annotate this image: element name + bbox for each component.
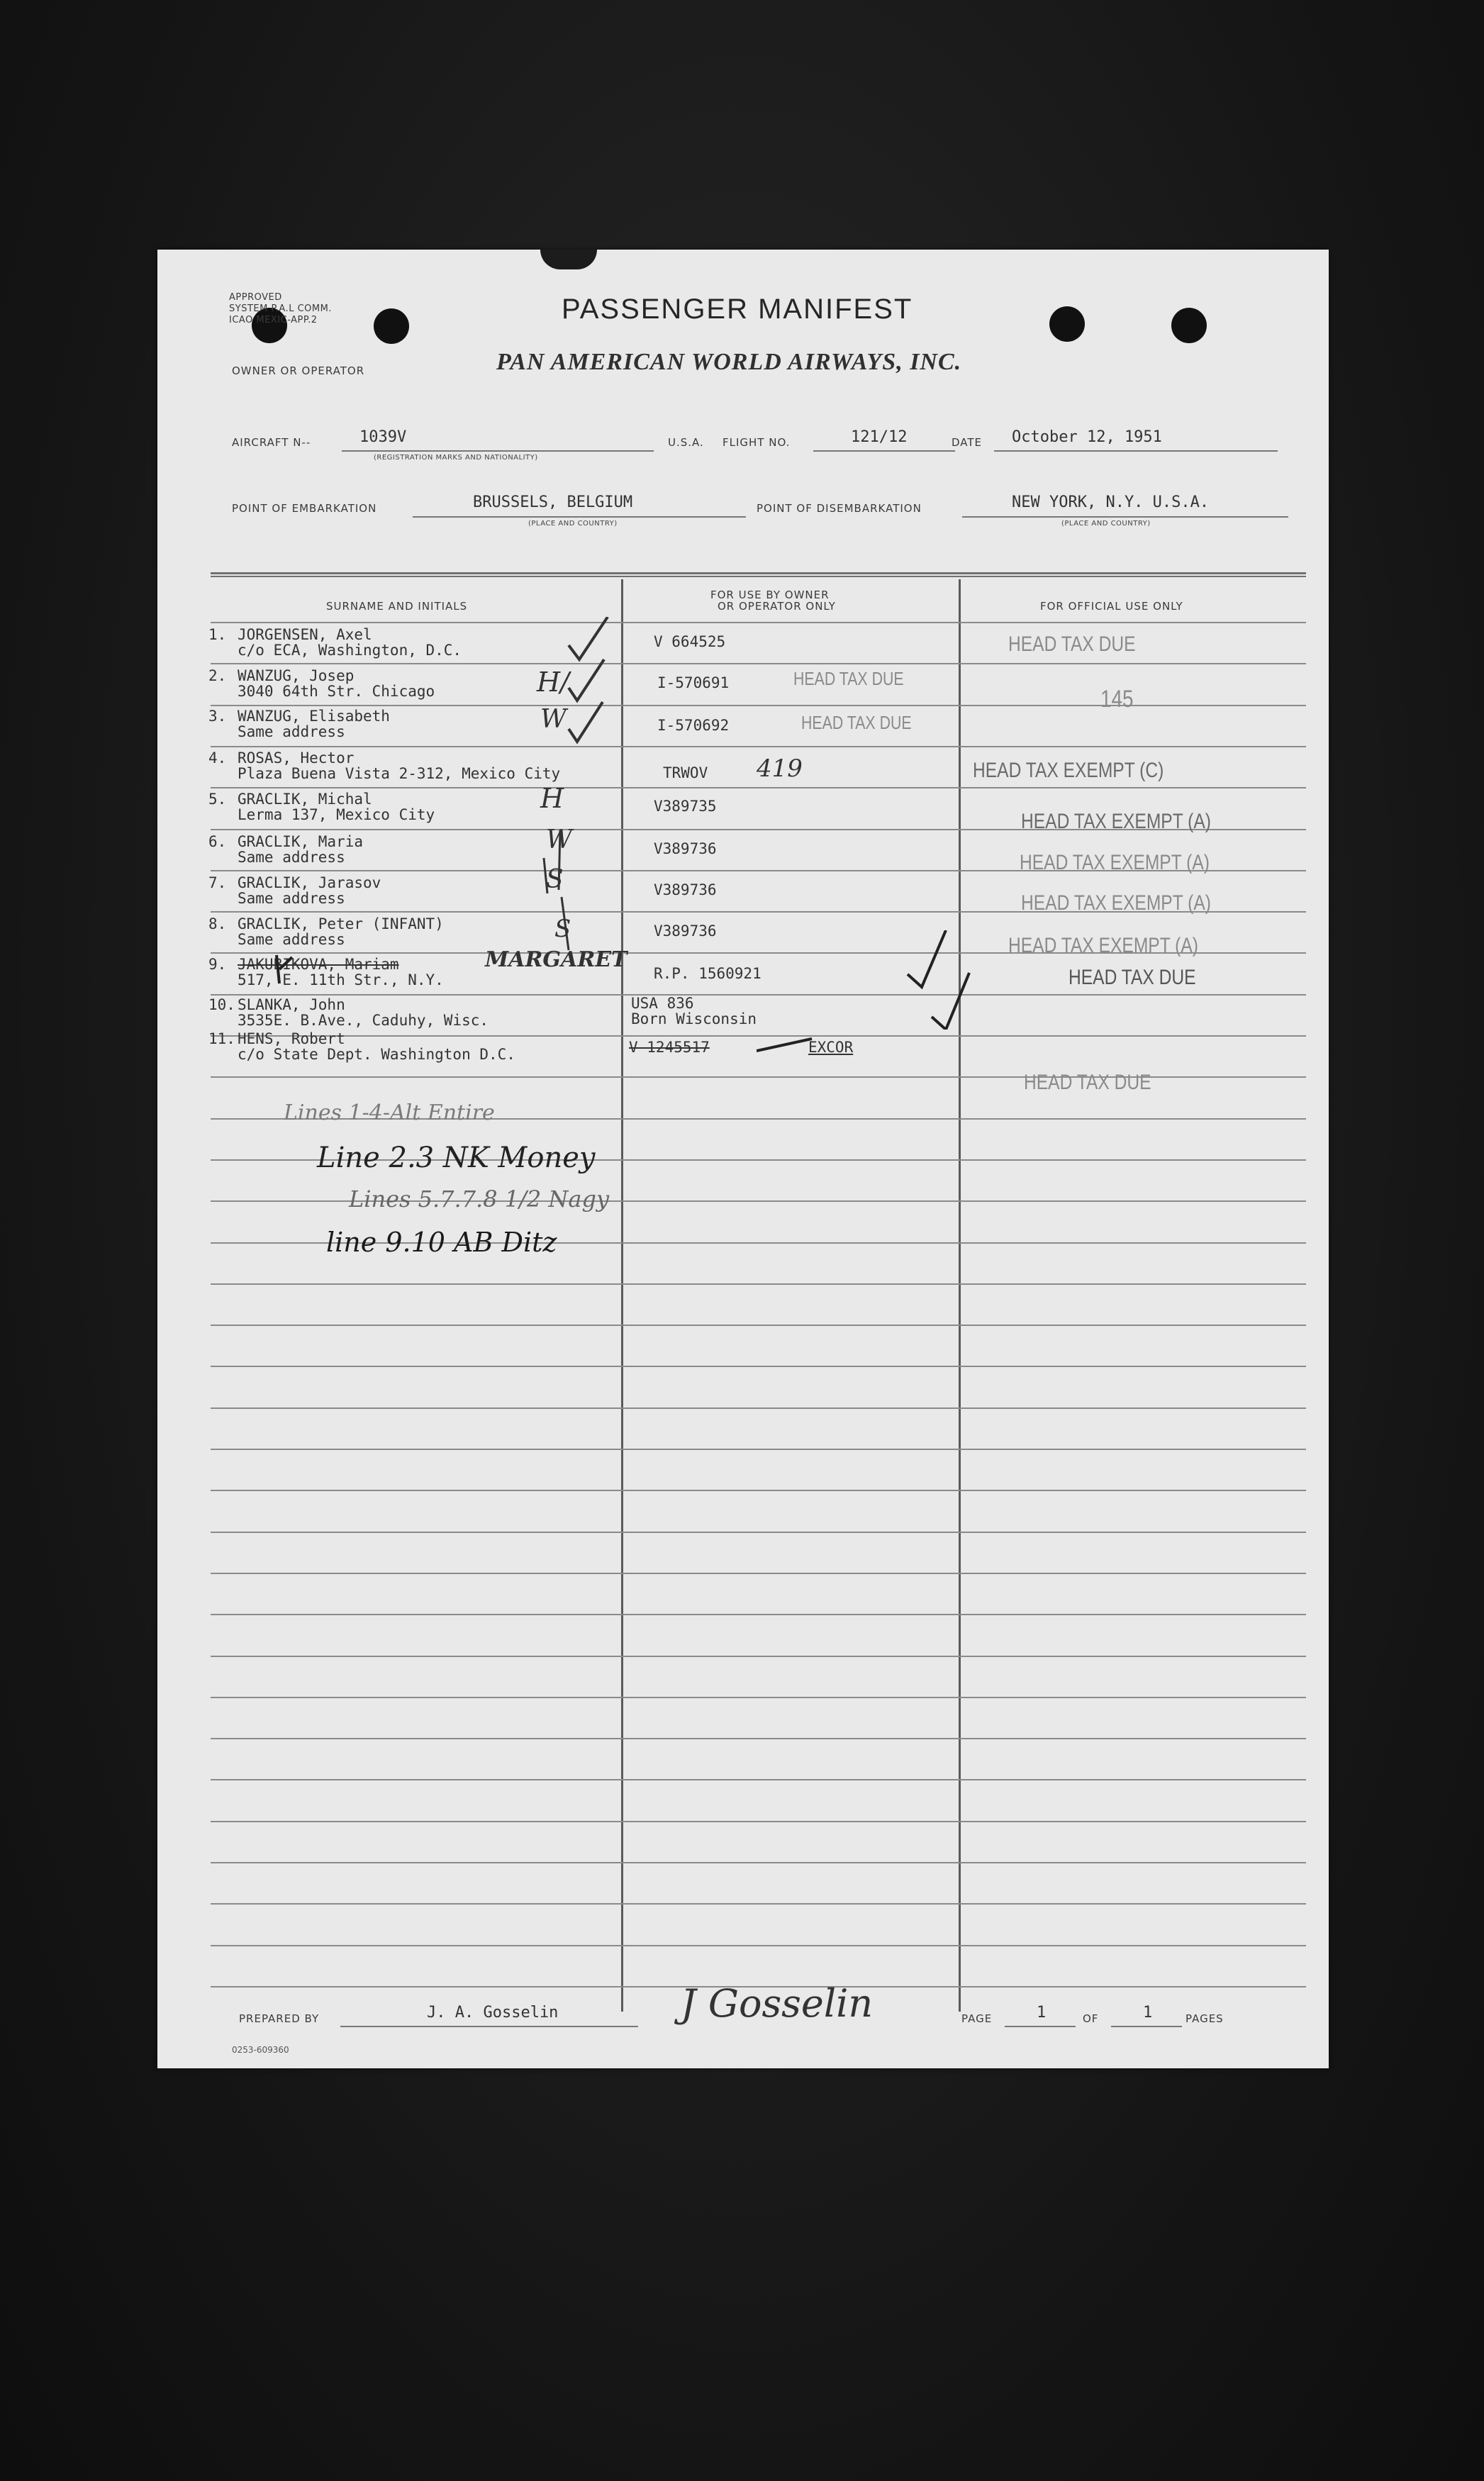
row-6-name: GRACLIK, Maria bbox=[238, 833, 364, 850]
row-7-name: GRACLIK, Jarasov bbox=[238, 874, 381, 891]
preparer-signature: J Gosselin bbox=[681, 1981, 874, 2026]
column-divider-2 bbox=[959, 579, 961, 2012]
punch-hole bbox=[374, 308, 409, 344]
ruled-line bbox=[211, 746, 1306, 747]
ruled-line bbox=[211, 705, 1306, 706]
ruled-line bbox=[211, 1283, 1306, 1285]
row-7-relation-mark: S bbox=[546, 865, 564, 894]
disembarkation-label: POINT OF DISEMBARKATION bbox=[757, 502, 922, 515]
ruled-line bbox=[211, 1614, 1306, 1615]
row-8-name: GRACLIK, Peter (INFANT) bbox=[238, 915, 444, 932]
pages-label: PAGES bbox=[1185, 2012, 1224, 2025]
note-line-4: line 9.10 AB Ditz bbox=[326, 1227, 557, 1258]
row-6-status-stamp: HEAD TAX EXEMPT (A) bbox=[1020, 851, 1210, 874]
flight-value: 121/12 bbox=[851, 428, 908, 446]
date-value: October 12, 1951 bbox=[1012, 428, 1162, 446]
punch-hole bbox=[1049, 306, 1085, 342]
ruled-line bbox=[211, 1821, 1306, 1822]
row-5-name: GRACLIK, Michal bbox=[238, 791, 372, 808]
ruled-line bbox=[211, 1656, 1306, 1657]
row-2-address: 3040 64th Str. Chicago bbox=[238, 683, 435, 700]
date-underline bbox=[994, 450, 1278, 452]
ruled-line bbox=[211, 1532, 1306, 1533]
row-3-name: WANZUG, Elisabeth bbox=[238, 708, 390, 725]
ruled-line bbox=[211, 1366, 1306, 1367]
table-top-rule bbox=[211, 572, 1306, 574]
ruled-line bbox=[211, 787, 1306, 788]
row-1-address: c/o ECA, Washington, D.C. bbox=[238, 642, 462, 659]
row-11-number: 11. bbox=[208, 1030, 235, 1047]
prepared-by-underline bbox=[340, 2026, 638, 2027]
ruled-line bbox=[211, 994, 1306, 996]
of-value: 1 bbox=[1143, 2004, 1153, 2022]
punch-hole bbox=[1171, 308, 1207, 343]
form-title: PASSENGER MANIFEST bbox=[562, 294, 913, 325]
row-11-doc-note: EXCOR bbox=[808, 1039, 854, 1056]
row-7-status-stamp: HEAD TAX EXEMPT (A) bbox=[1021, 891, 1211, 915]
col-header-owner-2: OR OPERATOR ONLY bbox=[718, 600, 836, 613]
row-9-initial-mark bbox=[271, 952, 299, 987]
row-10-address: 3535E. B.Ave., Caduhy, Wisc. bbox=[238, 1012, 489, 1029]
col-header-surname: SURNAME AND INITIALS bbox=[326, 600, 468, 613]
usa-label: U.S.A. bbox=[668, 436, 704, 449]
row-5-status-stamp: HEAD TAX EXEMPT (A) bbox=[1021, 810, 1211, 833]
row-8-document: V389736 bbox=[654, 922, 717, 940]
row-3-address: Same address bbox=[238, 723, 345, 740]
ruled-line bbox=[211, 1697, 1306, 1698]
row-8-address: Same address bbox=[238, 931, 345, 948]
ruled-line bbox=[211, 622, 1306, 623]
date-label: DATE bbox=[952, 436, 983, 449]
row-1-status-stamp: HEAD TAX DUE bbox=[1008, 632, 1136, 656]
form-number: 0253-609360 bbox=[232, 2045, 289, 2055]
row-8-relation-mark: S bbox=[554, 915, 571, 943]
row-1-document: V 664525 bbox=[654, 633, 726, 650]
row-3-number: 3. bbox=[208, 708, 227, 725]
ruled-line bbox=[211, 1573, 1306, 1574]
embarkation-value: BRUSSELS, BELGIUM bbox=[473, 494, 633, 511]
row-7-document: V389736 bbox=[654, 881, 717, 898]
ruled-line bbox=[211, 1903, 1306, 1905]
row-3-document: I-570692 bbox=[657, 717, 730, 734]
note-line-1: Lines 1-4-Alt Entire bbox=[284, 1100, 495, 1125]
row-2-document: I-570691 bbox=[657, 674, 730, 691]
row-11-check bbox=[757, 1035, 813, 1056]
row-4-status-stamp: HEAD TAX EXEMPT (C) bbox=[973, 759, 1164, 782]
row-6-relation-mark: W bbox=[546, 825, 573, 854]
paper-tear bbox=[540, 250, 597, 269]
prepared-by-value: J. A. Gosselin bbox=[427, 2004, 559, 2022]
row-3-relation-mark: W bbox=[540, 705, 567, 734]
col-header-owner-1: FOR USE BY OWNER bbox=[710, 589, 830, 601]
row-7-number: 7. bbox=[208, 874, 227, 891]
row-1-number: 1. bbox=[208, 626, 227, 643]
row-9-name-correction: MARGARET bbox=[485, 947, 627, 972]
row-11-document: V-1245517 bbox=[629, 1039, 710, 1056]
row-4-doc-note: 419 bbox=[757, 754, 803, 783]
aircraft-underline bbox=[342, 450, 654, 452]
approval-line-2: SYSTEM P.A.L COMM. bbox=[229, 303, 332, 314]
row-4-address: Plaza Buena Vista 2-312, Mexico City bbox=[238, 765, 561, 782]
row-10-document: USA 836 bbox=[631, 995, 694, 1012]
page-label: PAGE bbox=[961, 2012, 993, 2025]
ruled-line bbox=[211, 1862, 1306, 1863]
aircraft-value: 1039V bbox=[359, 428, 407, 446]
row-9-name: JAKUBIKOVA, Mariam bbox=[238, 956, 399, 973]
embarkation-underline bbox=[413, 516, 746, 518]
flight-label: FLIGHT NO. bbox=[723, 436, 791, 449]
flight-underline bbox=[813, 450, 955, 452]
row-2-number: 2. bbox=[208, 667, 227, 684]
row-5-address: Lerma 137, Mexico City bbox=[238, 806, 435, 823]
prepared-by-label: PREPARED BY bbox=[239, 2012, 320, 2025]
aircraft-label: AIRCRAFT N-- bbox=[232, 436, 311, 449]
aircraft-sublabel: (REGISTRATION MARKS AND NATIONALITY) bbox=[374, 454, 538, 462]
embarkation-label: POINT OF EMBARKATION bbox=[232, 502, 377, 515]
row-10-name: SLANKA, John bbox=[238, 996, 345, 1013]
approval-line-3: ICAO MEXIC-APP.2 bbox=[229, 315, 318, 325]
row-1-name: JORGENSEN, Axel bbox=[238, 626, 372, 643]
row-4-document: TRWOV bbox=[663, 764, 708, 781]
row-9-number: 9. bbox=[208, 956, 227, 973]
owner-label: OWNER OR OPERATOR bbox=[232, 364, 365, 377]
airline-name: PAN AMERICAN WORLD AIRWAYS, INC. bbox=[496, 349, 962, 375]
row-2-relation-mark: H/ bbox=[537, 667, 569, 698]
row-10-number: 10. bbox=[208, 996, 235, 1013]
ruled-line bbox=[211, 1738, 1306, 1739]
row-2-name: WANZUG, Josep bbox=[238, 667, 355, 684]
of-label: OF bbox=[1083, 2012, 1099, 2025]
manifest-sheet bbox=[157, 250, 1329, 2068]
col-header-official: FOR OFFICIAL USE ONLY bbox=[1040, 600, 1183, 613]
row-6-number: 6. bbox=[208, 833, 227, 850]
disembarkation-underline bbox=[962, 516, 1288, 518]
row-6-document: V389736 bbox=[654, 840, 717, 857]
row-9-document: R.P. 1560921 bbox=[654, 965, 761, 982]
approval-checks bbox=[902, 930, 987, 1030]
row-2-status-number: 145 bbox=[1100, 686, 1134, 713]
row-10-document-note: Born Wisconsin bbox=[631, 1010, 757, 1027]
ruled-line bbox=[211, 1325, 1306, 1326]
ruled-line bbox=[211, 1449, 1306, 1450]
disembarkation-value: NEW YORK, N.Y. U.S.A. bbox=[1012, 494, 1210, 511]
row-7-address: Same address bbox=[238, 890, 345, 907]
table-top-rule-2 bbox=[211, 576, 1306, 577]
row-11-status-stamp: HEAD TAX DUE bbox=[1024, 1071, 1151, 1094]
row-9-status-stamp: HEAD TAX DUE bbox=[1069, 966, 1196, 989]
row-4-name: ROSAS, Hector bbox=[238, 749, 355, 766]
ruled-line bbox=[211, 1407, 1306, 1409]
row-4-number: 4. bbox=[208, 749, 227, 766]
row-2-note-stamp: HEAD TAX DUE bbox=[793, 668, 904, 689]
row-5-document: V389735 bbox=[654, 798, 717, 815]
row-11-address: c/o State Dept. Washington D.C. bbox=[238, 1046, 515, 1063]
row-6-address: Same address bbox=[238, 849, 345, 866]
note-line-3: Lines 5.7.7.8 1/2 Nagy bbox=[349, 1186, 610, 1212]
check-marks-column bbox=[540, 617, 640, 1078]
of-underline bbox=[1111, 2026, 1182, 2027]
row-8-number: 8. bbox=[208, 915, 227, 932]
ruled-line bbox=[211, 1945, 1306, 1946]
page-underline bbox=[1005, 2026, 1076, 2027]
ruled-line bbox=[211, 663, 1306, 664]
row-5-relation-mark: H bbox=[540, 783, 564, 814]
row-8-status-stamp: HEAD TAX EXEMPT (A) bbox=[1008, 934, 1198, 957]
ruled-line bbox=[211, 1779, 1306, 1780]
approval-line-1: APPROVED bbox=[229, 292, 282, 303]
disembarkation-sublabel: (PLACE AND COUNTRY) bbox=[1061, 520, 1151, 528]
embarkation-sublabel: (PLACE AND COUNTRY) bbox=[528, 520, 618, 528]
row-11-name: HENS, Robert bbox=[238, 1030, 345, 1047]
row-9-address: 517, E. 11th Str., N.Y. bbox=[238, 971, 444, 988]
row-3-note-stamp: HEAD TAX DUE bbox=[801, 712, 912, 733]
ruled-line bbox=[211, 1490, 1306, 1491]
page-value: 1 bbox=[1037, 2004, 1047, 2022]
note-line-2: Line 2.3 NK Money bbox=[317, 1142, 596, 1174]
row-5-number: 5. bbox=[208, 791, 227, 808]
